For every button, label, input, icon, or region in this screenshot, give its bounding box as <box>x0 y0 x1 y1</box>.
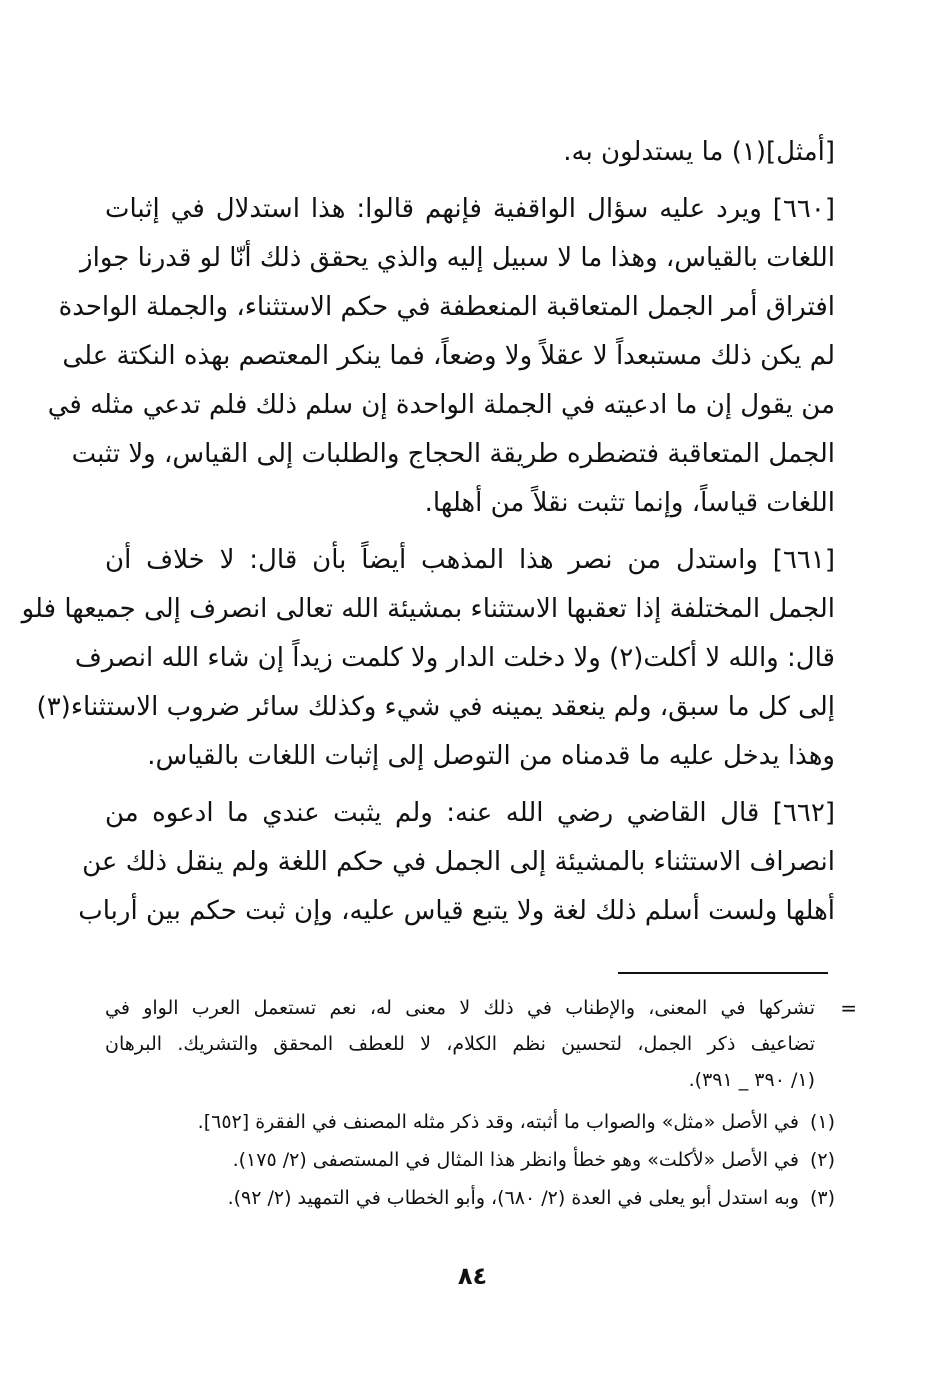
footnote-item <box>105 1142 835 1180</box>
footnote-number: (٣) <box>809 1187 835 1209</box>
page-number: ٨٤ <box>457 1262 488 1290</box>
footnote-item <box>105 1180 835 1218</box>
body-line: اللغات بالقياس، وهذا ما لا سبيل إليه والذي يحقق ذلك أنّا لو قدرنا جواز <box>80 243 835 273</box>
continued-footnote <box>105 990 857 1098</box>
body-line: قال: والله لا أكلت(٢) ولا دخلت الدار ولا كلمت زيداً إن شاء الله انصرف <box>74 643 835 673</box>
body-line: [٦٦١] واستدل من نصر هذا المذهب أيضاً بأن قال: لا خلاف أن <box>105 545 835 575</box>
body-line: [أمثل](١) ما يستدلون به. <box>563 137 835 167</box>
body-line: الجمل المختلفة إذا تعقبها الاستثناء بمشيئة الله تعالى انصرف إلى جميعها فلو <box>21 594 835 624</box>
body-line: [٦٦٢] قال القاضي رضي الله عنه: ولم يثبت عندي ما ادعوه من <box>105 798 835 828</box>
body-line: أهلها ولست أسلم ذلك لغة ولا يتبع قياس عليه، وإن ثبت حكم بين أرباب <box>78 896 835 926</box>
footnote-number: (٢) <box>809 1149 835 1171</box>
continued-note-line: (١/ ٣٩٠ _ ٣٩١). <box>688 1069 815 1091</box>
paragraph-gap <box>105 781 835 789</box>
footnotes-block <box>105 990 857 1218</box>
paragraph-gap <box>105 177 835 185</box>
paragraph-gap <box>105 528 835 536</box>
body-line: الجمل المتعاقبة فتضطره طريقة الحجاج والطلبات إلى القياس، ولا تثبت <box>71 439 835 469</box>
body-line: [٦٦٠] ويرد عليه سؤال الواقفية فإنهم قالوا: هذا استدلال في إثبات <box>105 194 835 224</box>
footnote-text: في الأصل «لأكلت» وهو خطأ وانظر هذا المثال في المستصفى (٢/ ١٧٥). <box>232 1149 799 1171</box>
body-line: اللغات قياساً، وإنما تثبت نقلاً من أهلها. <box>424 488 835 518</box>
body-line: افتراق أمر الجمل المتعاقبة المنعطفة في حكم الاستثناء، والجملة الواحدة <box>58 292 835 322</box>
continued-note-line: تضاعيف ذكر الجمل، لتحسين نظم الكلام، لا للعطف المحقق والتشريك. البرهان <box>105 1033 815 1055</box>
footnote-text: وبه استدل أبو يعلى في العدة (٢/ ٦٨٠)، وأبو الخطاب في التمهيد (٢/ ٩٢). <box>227 1187 799 1209</box>
main-text-block <box>21 128 835 936</box>
continued-note-line: تشركها في المعنى، والإطناب في ذلك لا معنى له، نعم تستعمل العرب الواو في <box>105 997 815 1019</box>
body-line: من يقول إن ما ادعيته في الجملة الواحدة إن سلم ذلك فلم تدعي مثله في <box>47 390 835 420</box>
footnote-item <box>105 1104 835 1142</box>
body-line: انصراف الاستثناء بالمشيئة إلى الجمل في حكم اللغة ولم ينقل ذلك عن <box>82 847 835 877</box>
body-line: إلى كل ما سبق، ولم ينعقد يمينه في شيء وكذلك سائر ضروب الاستثناء(٣) <box>36 692 835 722</box>
footnote-text: في الأصل «مثل» والصواب ما أثبته، وقد ذكر مثله المصنف في الفقرة [٦٥٢]. <box>197 1111 799 1133</box>
footnote-number: (١) <box>809 1111 835 1133</box>
body-line: وهذا يدخل عليه ما قدمناه من التوصل إلى إثبات اللغات بالقياس. <box>147 741 835 771</box>
continuation-marker: = <box>840 996 857 1020</box>
footnote-separator-rule <box>618 972 828 974</box>
body-line: لم يكن ذلك مستبعداً لا عقلاً ولا وضعاً، فما ينكر المعتصم بهذه النكتة على <box>62 341 835 371</box>
